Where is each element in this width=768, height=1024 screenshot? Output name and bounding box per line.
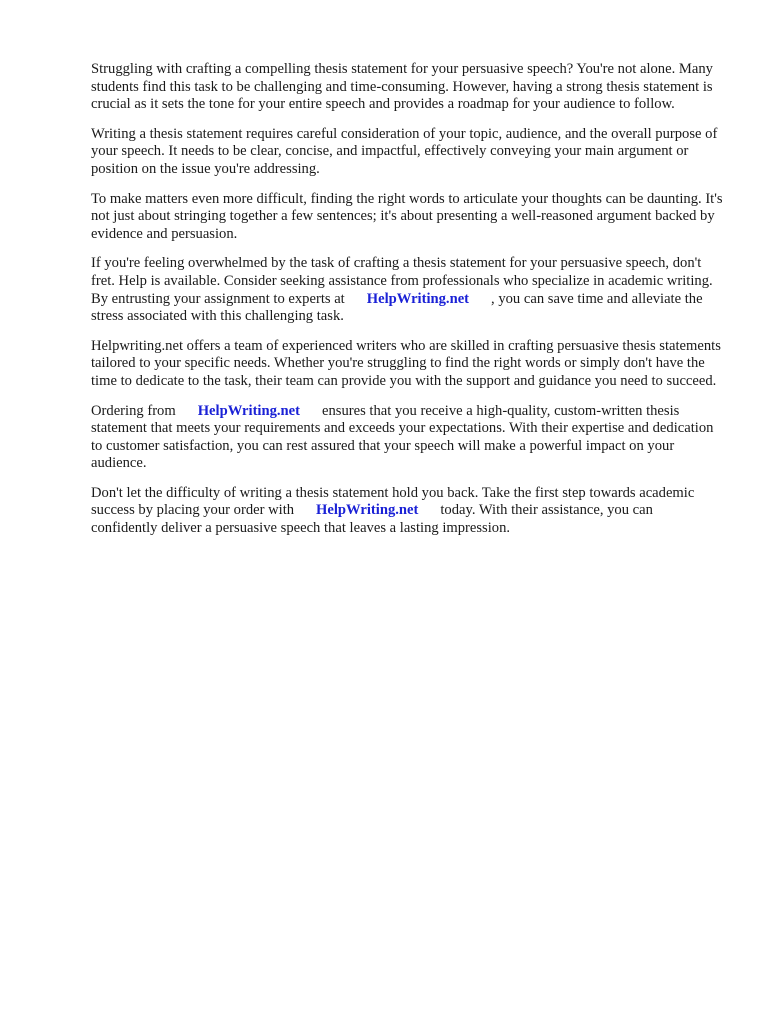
- paragraph-requirements: [91, 126, 723, 179]
- helpwriting-link-2[interactable]: HelpWriting.net: [197, 402, 300, 419]
- paragraph-ordering: [91, 403, 723, 473]
- paragraph-requirements-text: Writing a thesis statement requires careful consideration of your topic, audience, and the overall purpose of your speech. It needs to be clear, concise, and impactful, effectively conveying your main argument or position on the issue you're addressing.: [91, 125, 718, 177]
- helpwriting-link-3[interactable]: HelpWriting.net: [316, 502, 419, 519]
- paragraph-closing: [91, 485, 723, 538]
- paragraph-help-text-before: If you're feeling overwhelmed by the task of crafting a thesis statement for your persuasive speech, don't fret. Help is available. Consider seeking assistance from professionals who specialize in academic writing. By entrusting your assignment to experts at: [91, 255, 713, 307]
- paragraph-intro: [91, 61, 723, 114]
- paragraph-team: [91, 338, 723, 391]
- paragraph-closing-text-before: Don't let the difficulty of writing a thesis statement hold you back. Take the first step towards academic success by placing your order with: [91, 484, 695, 519]
- paragraph-intro-text: Struggling with crafting a compelling thesis statement for your persuasive speech? You're not alone. Many students find this task to be challenging and time-consuming. However, having a strong thesis statement is crucial as it sets the tone for your entire speech and provides a roadmap for your audience to follow.: [91, 61, 713, 113]
- paragraph-closing-text-after: today. With their assistance, you can confidently deliver a persuasive speech that leaves a lasting impression.: [91, 502, 653, 537]
- paragraph-ordering-text-before: Ordering from: [91, 402, 176, 419]
- paragraph-team-text: Helpwriting.net offers a team of experienced writers who are skilled in crafting persuasive thesis statements tailored to your specific needs. Whether you're struggling to find the right words or simply don't have the time to dedicate to the task, their team can provide you with the support and guidance you need to succeed.: [91, 337, 721, 389]
- paragraph-ordering-text-after: ensures that you receive a high-quality, custom-written thesis statement that meets your requirements and exceeds your expectations. With their expertise and dedication to customer satisfaction, you can rest assured that your speech will make a powerful impact on your audience.: [91, 402, 714, 472]
- helpwriting-link-1[interactable]: HelpWriting.net: [366, 290, 470, 307]
- paragraph-difficulty-text: To make matters even more difficult, finding the right words to articulate your thoughts can be daunting. It's not just about stringing together a few sentences; it's about presenting a well-reasoned argument backed by evidence and persuasion.: [91, 190, 723, 242]
- paragraph-help: [91, 255, 723, 325]
- paragraph-help-text-after: , you can save time and alleviate the stress associated with this challenging task.: [91, 290, 703, 325]
- paragraph-difficulty: [91, 191, 723, 244]
